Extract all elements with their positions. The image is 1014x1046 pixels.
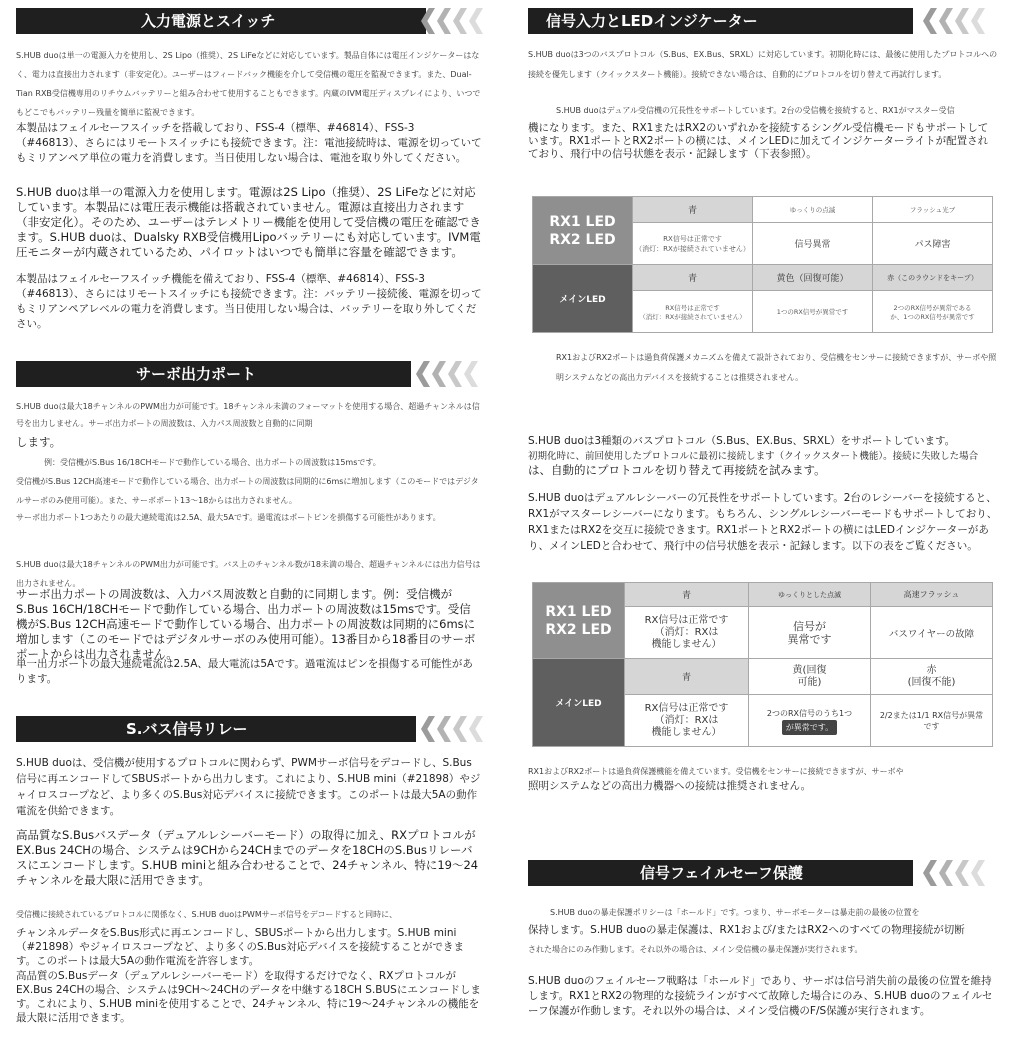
paragraph: S.HUB duoの暴走保護ポリシーは「ホールド」です。つまり、サーボモーターは暴走前の最後の位置を bbox=[550, 908, 920, 917]
paragraph: RX1およびRX2ポートは過負荷保護メカニズムを備えて設計されており、受信機をセンサーに接続できますが、サーボや照明システムなどの高出力デバイスを接続することは推奨されません。 bbox=[556, 353, 997, 382]
paragraph: 本製品はフェイルセーフスイッチを搭載しており、FSS-4（標準、#46814）、FSS-3（#46813）、さらにはリモートスイッチにも接続できます。注：電池接続時は、電源を切っていてもミリアンペア単位の電力を消費します。当日使用しない場合は、電池を取り外してください。 bbox=[16, 122, 482, 164]
paragraph: S.HUB duoは最大18チャンネルのPWM出力が可能です。バス上のチャンネル数が18未満の場合、超過チャンネルには出力信号は出力されません。 bbox=[16, 560, 481, 588]
section-title: S.バス信号リレー bbox=[126, 720, 248, 738]
table-cell: ゆっくりの点滅 bbox=[753, 197, 873, 223]
chevron-arrows-icon bbox=[421, 8, 483, 34]
rx-led-label: RX1 LED RX2 LED bbox=[533, 583, 625, 659]
paragraph: RX1およびRX2ポートは過負荷保護機能を備えています。受信機をセンサーに接続できますが、サーボや bbox=[528, 767, 904, 776]
table-cell: 青 bbox=[633, 197, 753, 223]
table-cell: 青 bbox=[625, 583, 749, 607]
table-cell: RX信号は正常です （消灯：RXが接続されていません） bbox=[633, 223, 753, 265]
table-cell: 赤（このラウンドをキープ） bbox=[873, 265, 993, 291]
paragraph: は、自動的にプロトコルを切り替えて再接続を試みます。 bbox=[528, 463, 826, 477]
chevron-arrows-icon bbox=[421, 716, 483, 742]
table-cell: 信号が 異常です bbox=[749, 607, 871, 659]
paragraph: サーボ出力ポートの周波数は、入力バス周波数と自動的に同期します。例：受信機がS.Bus 16CH/18CHモードで動作している場合、出力ポートの周波数は15msです。受信機がS.Bus 12CH高速モードで動作している場合、出力ポートの周波数は同期的に6msに増加します（このモードではデジタルサーボのみ使用可能）。13番目から18番目のサーボポートからは出力されません。 bbox=[16, 587, 476, 661]
table-cell: パス障害 bbox=[873, 223, 993, 265]
rx-led-label: RX1 LED RX2 LED bbox=[533, 197, 633, 265]
main-led-label: メインLED bbox=[533, 659, 625, 747]
paragraph: S.HUB duoのフェイルセーフ戦略は「ホールド」であり、サーボは信号消失前の最後の位置を維持します。RX1とRX2の物理的な接続ラインがすべて故障した場合にのみ、S.HUB duoのフェイルセーフ保護が作動します。それ以外の場合は、メイン受信機のF/S保護が実行されます。 bbox=[528, 975, 993, 1017]
chevron-arrows-icon bbox=[923, 8, 985, 34]
table-cell: 1つのRX信号が異常です bbox=[753, 291, 873, 333]
paragraph: 高品質のS.Busデータ（デュアルレシーバーモード）を取得するだけでなく、RXプロトコルがEX.Bus 24CHの場合、システムは9CH〜24CHのデータを中継する18CH S.BUSにエンコードします。これにより、S.HUB miniを使用することで、24チャンネル、特に19〜24チャンネルの機能を最大限に活用できます。 bbox=[16, 970, 481, 1024]
cell-text: 2つのRX信号のうち1つ bbox=[766, 708, 853, 718]
section-header-failsafe bbox=[528, 860, 998, 886]
section-title: 入力電源とスイッチ bbox=[141, 12, 276, 30]
abnormal-badge: が異常です。 bbox=[782, 720, 837, 735]
paragraph: 高品質なS.Busバスデータ（デュアルレシーバーモード）の取得に加え、RXプロトコルがEX.Bus 24CHの場合、システムは9CHから24CHまでのデータを18CHのS.Busリレーバスにエンコードします。S.HUB miniと組み合わせることで、24チャンネル、特に19〜24チャンネルを最大限に活用できます。 bbox=[16, 828, 479, 887]
paragraph: 受信機に接続されているプロトコルに関係なく、S.HUB duoはPWMサーボ信号をデコードすると同時に、 bbox=[16, 910, 398, 919]
paragraph: 保持します。S.HUB duoの暴走保護は、RX1および/またはRX2へのすべての物理接続が切断 bbox=[528, 924, 965, 936]
led-status-table bbox=[532, 582, 993, 747]
section-header-power bbox=[16, 8, 482, 34]
paragraph: 照明システムなどの高出力機器への接続は推奨されません。 bbox=[528, 780, 812, 792]
paragraph: 機になります。また、RX1またはRX2のいずれかを接続するシングル受信機モードもサポートしています。RX1ポートとRX2ポートの横には、メインLEDに加えてインジケーターライトが配置されており、飛行中の信号状態を表示・記録します（下表参照）。 bbox=[528, 122, 989, 160]
table-cell: 高速フラッシュ bbox=[871, 583, 993, 607]
table-cell: 赤 (回復不能) bbox=[871, 659, 993, 695]
table-cell: 2/2または1/1 RX信号が異常 です bbox=[871, 695, 993, 747]
table-cell: 黄色（回復可能） bbox=[753, 265, 873, 291]
paragraph: 単一出力ポートの最大連続電流は2.5A、最大電流は5Aです。過電流はピンを損傷する可能性があります。 bbox=[16, 658, 473, 685]
section-header-servo bbox=[16, 361, 482, 387]
table-cell: フラッシュ光ブ bbox=[873, 197, 993, 223]
table-cell: 2つのRX信号が異常である か、1つのRX信号が異常です bbox=[873, 291, 993, 333]
chevron-arrows-icon bbox=[416, 361, 478, 387]
table-cell: RX信号は正常です （消灯：RXは 機能しません） bbox=[625, 607, 749, 659]
led-status-table bbox=[532, 196, 993, 333]
paragraph: サーボ出力ポート1つあたりの最大連続電流は2.5A、最大5Aです。過電流はポートピンを損傷する可能性があります。 bbox=[16, 513, 441, 522]
table-cell: 信号異常 bbox=[753, 223, 873, 265]
paragraph: 本製品はフェイルセーフスイッチ機能を備えており、FSS-4（標準、#46814）、FSS-3（#46813）、さらにはリモートスイッチにも接続できます。注：バッテリー接続後、電源を切ってもミリアンペアレベルの電力を消費します。当日使用しない場合は、バッテリーを取り外してください。 bbox=[16, 273, 482, 330]
paragraph: された場合にのみ作動します。それ以外の場合は、メイン受信機の暴走保護が実行されます。 bbox=[528, 945, 863, 954]
section-header-signal bbox=[528, 8, 998, 34]
paragraph: 受信機がS.Bus 12CH高速モードで動作している場合、出力ポートの周波数は同期的に6msに増加します（このモードではデジタルサーボのみ使用可能）。また、サーボポート13〜18からは出力されません。 bbox=[16, 477, 479, 505]
chevron-arrows-icon bbox=[923, 860, 985, 886]
paragraph: S.HUB duoは3種類のバスプロトコル（S.Bus、EX.Bus、SRXL）をサポートしています。 bbox=[528, 435, 956, 447]
paragraph: チャンネルデータをS.Bus形式に再エンコードし、SBUSポートから出力します。S.HUB mini（#21898）やジャイロスコープなど、より多くのS.Bus対応デバイスを接続することができます。このポートは最大5Aの動作電流を許容します。 bbox=[16, 927, 465, 967]
section-title: 信号入力とLEDインジケーター bbox=[546, 12, 758, 30]
paragraph: S.HUB duoはデュアルレシーバーの冗長性をサポートしています。2台のレシーバーを接続すると、RX1がマスターレシーバーになります。もちろん、シングルレシーバーモードもサポートしており、RX1またはRX2を交互に接続できます。RX1ポートとRX2ポートの横にはLEDインジケーターがあり、メインLEDと合わせて、飛行中の信号状態を表示・記録します。以下の表をご覧ください。 bbox=[528, 492, 998, 552]
main-led-label: メインLED bbox=[533, 265, 633, 333]
table-cell: 青 bbox=[633, 265, 753, 291]
paragraph: S.HUB duoは単一の電源入力を使用します。電源は2S Lipo（推奨）、2S LiFeなどに対応しています。本製品には電圧表示機能は搭載されていません。電源は直接出力されます（非安定化）。そのため、ユーザーはテレメトリー機能を使用して受信機の電圧を確認できます。S.HUB duoは、Dualsky RXB受信機用Lipoバッテリーにも対応しています。IVM電圧モニターが内蔵されているため、パイロットはいつでも簡単に容量を確認できます。 bbox=[16, 185, 481, 259]
table-cell bbox=[749, 695, 871, 747]
paragraph: S.HUB duoは、受信機が使用するプロトコルに関わらず、PWMサーボ信号をデコードし、S.Bus信号に再エンコードしてSBUSポートから出力します。これにより、S.HUB mini（#21898）やジャイロスコープなど、より多くのS.Bus対応デバイスに接続できます。このポートは最大5Aの動作電流を供給できます。 bbox=[16, 757, 481, 817]
paragraph: 初期化時に、前回使用したプロトコルに最初に接続します（クイックスタート機能）。接続に失敗した場合 bbox=[528, 451, 979, 462]
section-title: サーボ出力ポート bbox=[136, 365, 257, 383]
section-header-sbus bbox=[16, 716, 482, 742]
table-cell: RX信号は正常です （消灯：RXは 機能しません） bbox=[625, 695, 749, 747]
table-cell: RX信号は正常です （消灯：RXが接続されていません） bbox=[633, 291, 753, 333]
paragraph: S.HUB duoは最大18チャンネルのPWM出力が可能です。18チャンネル未満のフォーマットを使用する場合、超過チャンネルは信号を出力しません。サーボ出力ポートの周波数は、入力パス周波数と自動的に同期 bbox=[16, 402, 480, 428]
paragraph: S.HUB duoはデュアル受信機の冗長性をサポートしています。2台の受信機を接続すると、RX1がマスター受信 bbox=[556, 106, 955, 115]
paragraph: します。 bbox=[16, 435, 62, 449]
section-title: 信号フェイルセーフ保護 bbox=[640, 864, 803, 882]
table-cell: バスワイヤーの故障 bbox=[871, 607, 993, 659]
table-cell: 青 bbox=[625, 659, 749, 695]
paragraph: S.HUB duoは3つのバスプロトコル（S.Bus、EX.Bus、SRXL）に対応しています。初期化時には、最後に使用したプロトコルへの接続を優先します（クイックスタート機能）。接続できない場合は、自動的にプロトコルを切り替えて再試行します。 bbox=[528, 50, 998, 79]
paragraph: 例：受信機がS.Bus 16/18CHモードで動作している場合、出力ポートの周波数は15msです。 bbox=[44, 458, 381, 467]
table-cell: ゆっくりとした点滅 bbox=[749, 583, 871, 607]
table-cell: 黄(回復 可能) bbox=[749, 659, 871, 695]
paragraph: S.HUB duoは単一の電源入力を使用し、2S Lipo（推奨）、2S LiFeなどに対応しています。製品自体には電圧インジケーターはなく、電力は直接出力されます（非安定化）。ユーザーはフィードバック機能を介して受信機の電圧を監視できます。また、Dual-Tian RXB受信機専用のリチウムバッテリーと組み合わせて使用することもできます。内蔵のIVM電圧ディスプレイにより、いつでもどこでもバッテリー残量を簡単に監視できます。 bbox=[16, 51, 481, 117]
